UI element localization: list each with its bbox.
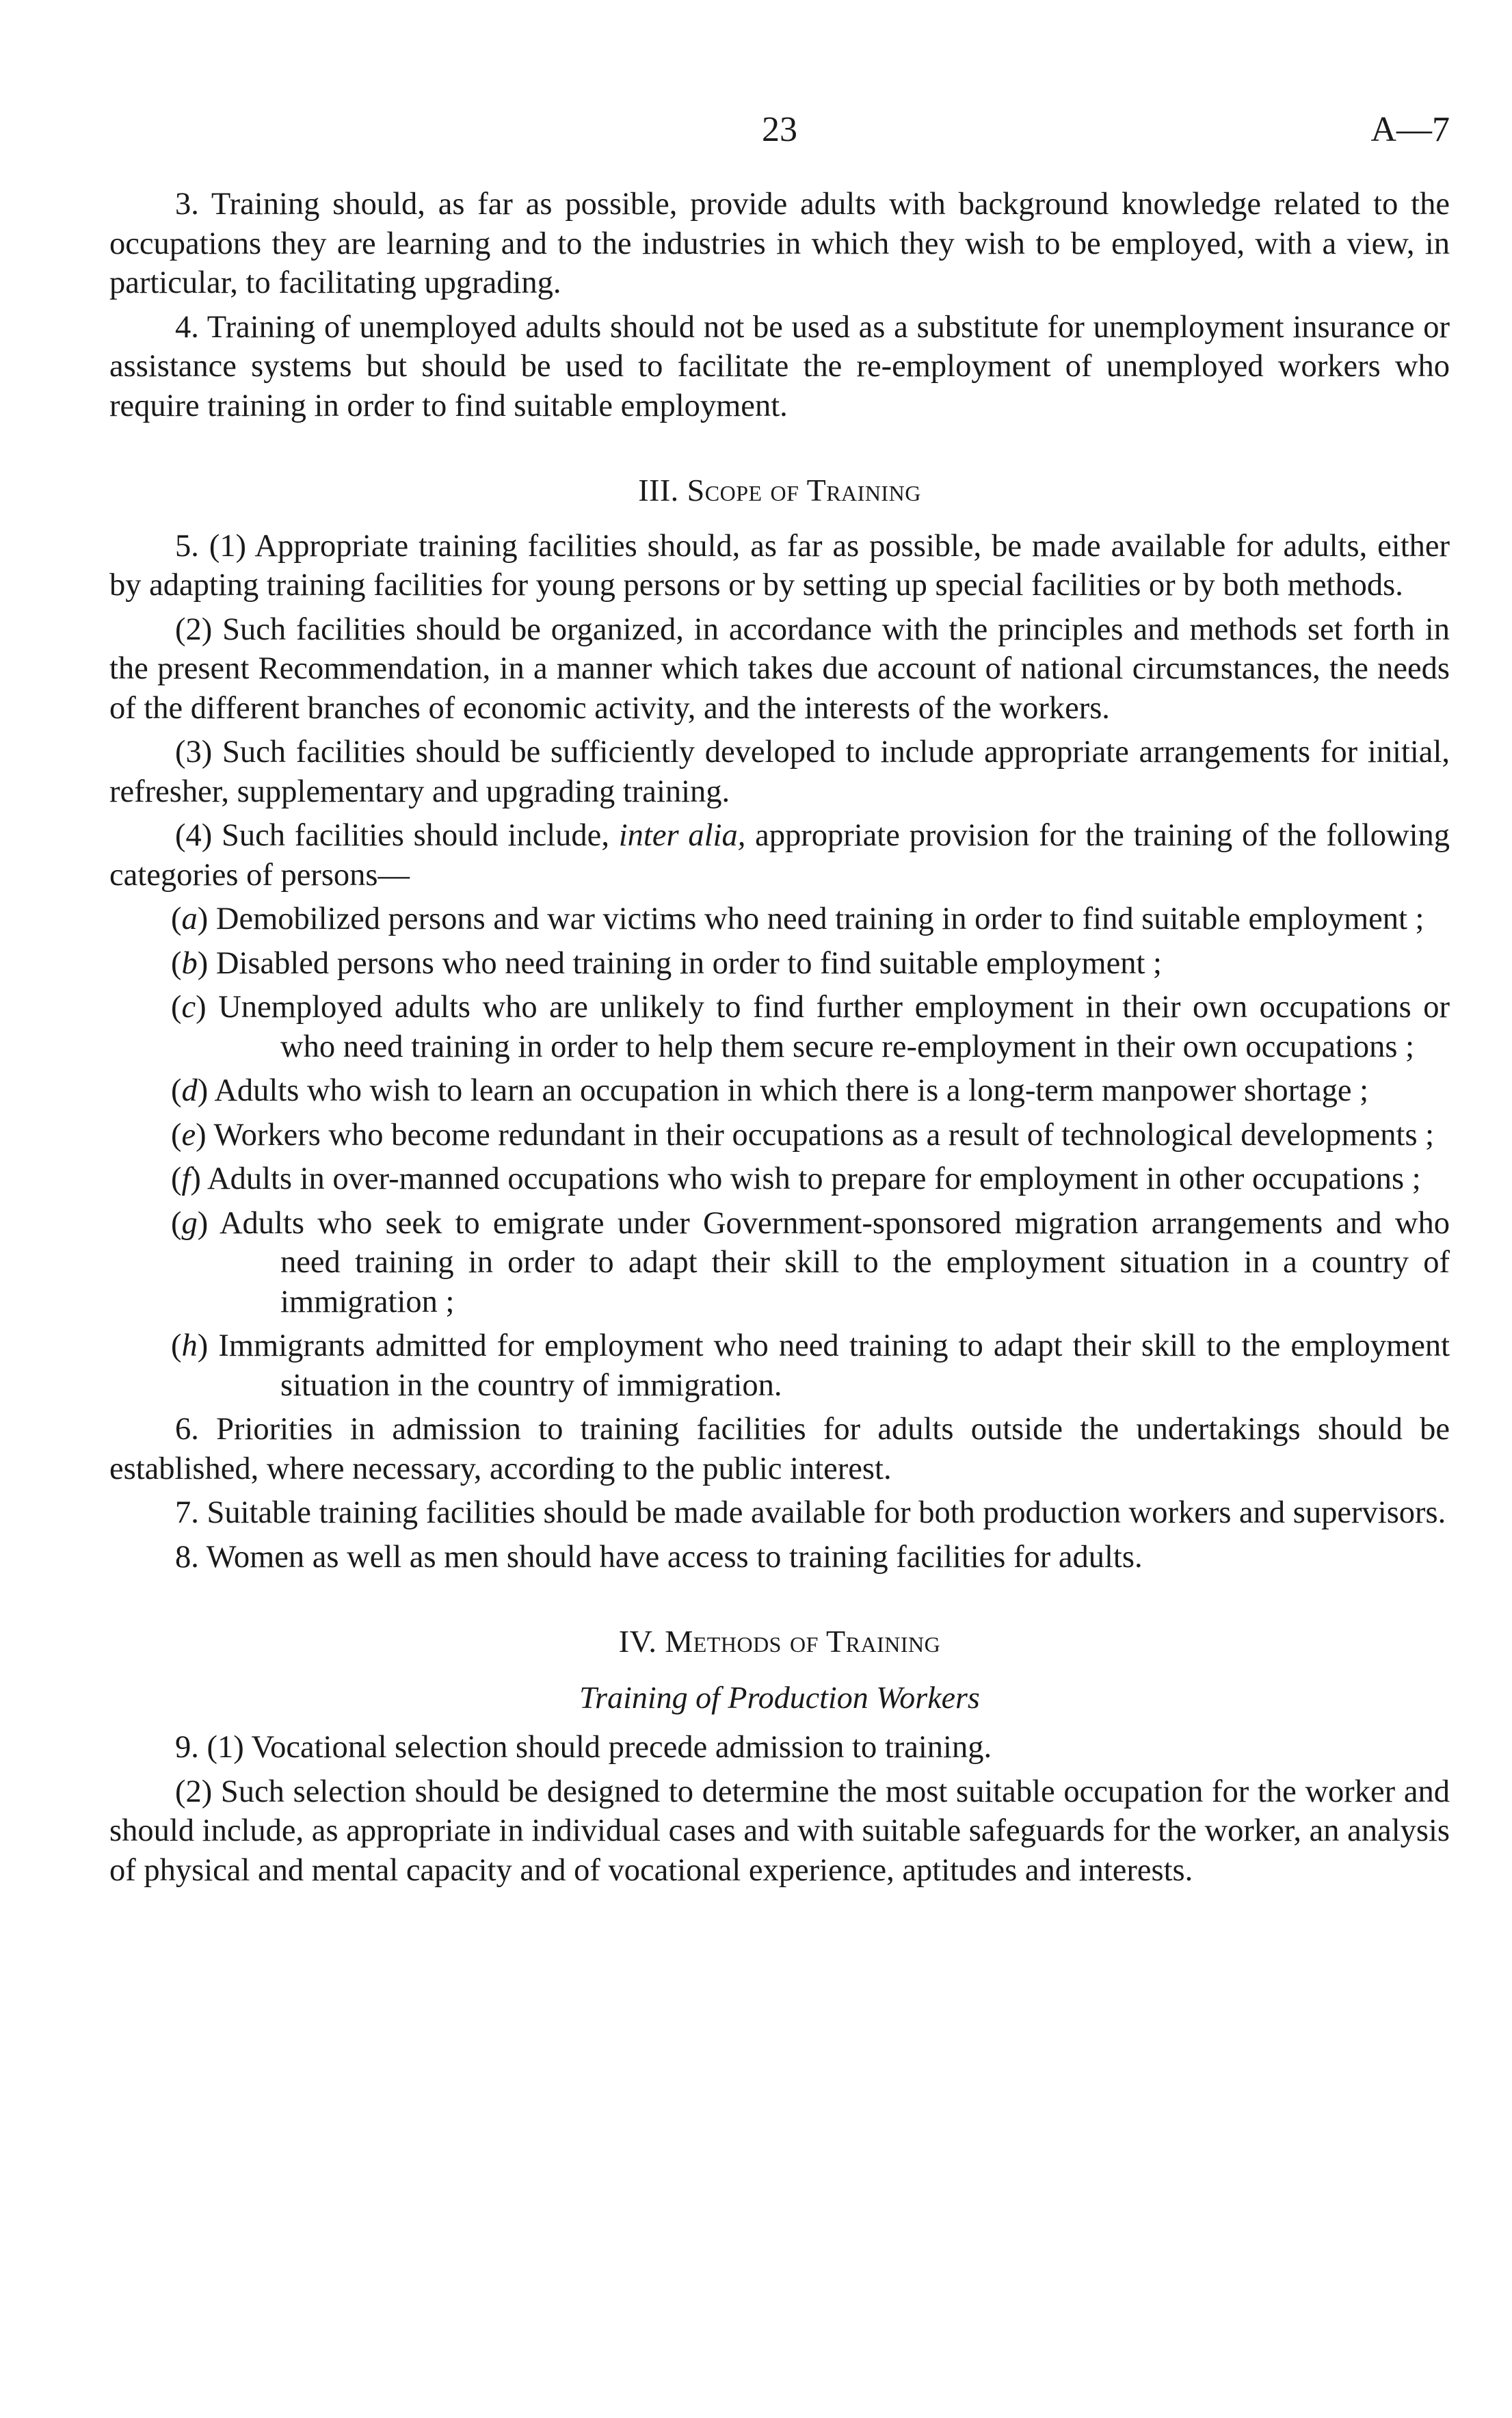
list-item: (b) Disabled persons who need training in order to find suitable employment ;	[171, 945, 1162, 981]
list-item: (e) Workers who become redundant in their occupations as a result of technological developments ;	[171, 1117, 1435, 1153]
section-numeral: IV.	[618, 1624, 657, 1659]
item-text: Demobilized persons and war victims who need training in order to find suitable employment ;	[215, 902, 1424, 936]
item-text: Unemployed adults who are unlikely to find further employment in their own occupations or who need training in order to help them secure re-employment in their own occupations ;	[218, 990, 1450, 1064]
list-item: (f) Adults in over-manned occupations who wish to prepare for employment in other occupations ;	[171, 1161, 1421, 1196]
item-text: Immigrants admitted for employment who need training to adapt their skill to the employment situation in the country of immigration.	[218, 1328, 1450, 1403]
page-number: 23	[762, 110, 797, 149]
item-letter: f	[181, 1161, 191, 1196]
item-letter: d	[181, 1073, 198, 1108]
list-item: (g) Adults who seek to emigrate under Government-sponsored migration arrangements and who need training in order to adapt their skill to the employment situation in a country of immigration ;	[171, 1205, 1450, 1319]
paragraph-5-2: (2) Such facilities should be organized, in accordance with the principles and methods set forth in the present Recommendation, in a manner which takes due account of national circumstances, the needs of the different branches of economic activity, and the interests of the workers.	[109, 612, 1450, 726]
paragraph-7: 7. Suitable training facilities should be made available for both production workers and supervisors.	[175, 1495, 1446, 1530]
item-text: Adults who wish to learn an occupation in which there is a long-term manpower shortage ;	[214, 1073, 1369, 1108]
item-text: Adults in over-manned occupations who wish to prepare for employment in other occupations ;	[207, 1161, 1421, 1196]
paragraph-8: 8. Women as well as men should have access to training facilities for adults.	[175, 1539, 1143, 1575]
item-letter: e	[181, 1117, 196, 1153]
section-numeral: III.	[638, 473, 679, 508]
item-letter: a	[181, 902, 198, 936]
item-letter: h	[181, 1328, 198, 1363]
section-heading-scope	[109, 471, 1450, 510]
body-text	[109, 185, 1450, 1890]
item-text: Disabled persons who need training in order to find suitable employment ;	[215, 945, 1162, 981]
paragraph-4: 4. Training of unemployed adults should not be used as a substitute for unemployment insurance or assistance systems but should be used to facilitate the re-employment of unemployed workers who require training in order to find suitable employment.	[109, 309, 1450, 423]
section-title: Methods of Training	[665, 1624, 941, 1659]
paragraph-5-4-lead: (4) Such facilities should include,	[175, 818, 609, 853]
item-letter: g	[181, 1205, 198, 1241]
list-item: (d) Adults who wish to learn an occupation in which there is a long-term manpower shortage ;	[171, 1073, 1369, 1108]
paragraph-9-1: 9. (1) Vocational selection should precede admission to training.	[175, 1730, 992, 1765]
item-letter: c	[181, 990, 196, 1025]
subsection-heading: Training of Production Workers	[579, 1679, 980, 1715]
paragraph-5-4	[109, 816, 1450, 895]
paragraph-5-4-tail: appropriate provision for the training of the following categories of persons—	[109, 818, 1450, 893]
page-header	[109, 109, 1450, 185]
document-code: A—7	[1370, 110, 1450, 149]
item-text: Workers who become redundant in their occupations as a result of technological developments ;	[213, 1117, 1435, 1153]
list-item: (a) Demobilized persons and war victims who need training in order to find suitable employment ;	[171, 902, 1424, 936]
paragraph-9-2: (2) Such selection should be designed to determine the most suitable occupation for the worker and should include, as appropriate in individual cases and with suitable safeguards for the worker, an analysis of physical and mental capacity and of vocational experience, aptitudes and interests.	[109, 1774, 1450, 1888]
list-item: (c) Unemployed adults who are unlikely to find further employment in their own occupations or who need training in order to help them secure re-employment in their own occupations ;	[171, 990, 1450, 1064]
paragraph-3: 3. Training should, as far as possible, provide adults with background knowledge related to the occupations they are learning and to the industries in which they wish to be employed, with a view, in particular, to facilitating upgrading.	[109, 187, 1450, 300]
section-heading-methods	[109, 1622, 1450, 1661]
category-list	[109, 899, 1450, 1405]
item-letter: b	[181, 945, 198, 981]
list-item: (h) Immigrants admitted for employment who need training to adapt their skill to the employment situation in the country of immigration.	[171, 1328, 1450, 1403]
item-text: Adults who seek to emigrate under Government-sponsored migration arrangements and who need training in order to adapt their skill to the employment situation in a country of immigration ;	[219, 1205, 1450, 1319]
paragraph-5-3: (3) Such facilities should be sufficiently developed to include appropriate arrangements for initial, refresher, supplementary and upgrading training.	[109, 735, 1450, 809]
section-title: Scope of Training	[687, 473, 921, 508]
paragraph-5-1: 5. (1) Appropriate training facilities should, as far as possible, be made available for adults, either by adapting training facilities for young persons or by setting up special facilities or by both methods.	[109, 528, 1450, 603]
paragraph-6: 6. Priorities in admission to training facilities for adults outside the undertakings should be established, where necessary, according to the public interest.	[109, 1412, 1450, 1486]
document-page	[109, 109, 1450, 1895]
inter-alia-text: inter alia,	[618, 818, 746, 853]
